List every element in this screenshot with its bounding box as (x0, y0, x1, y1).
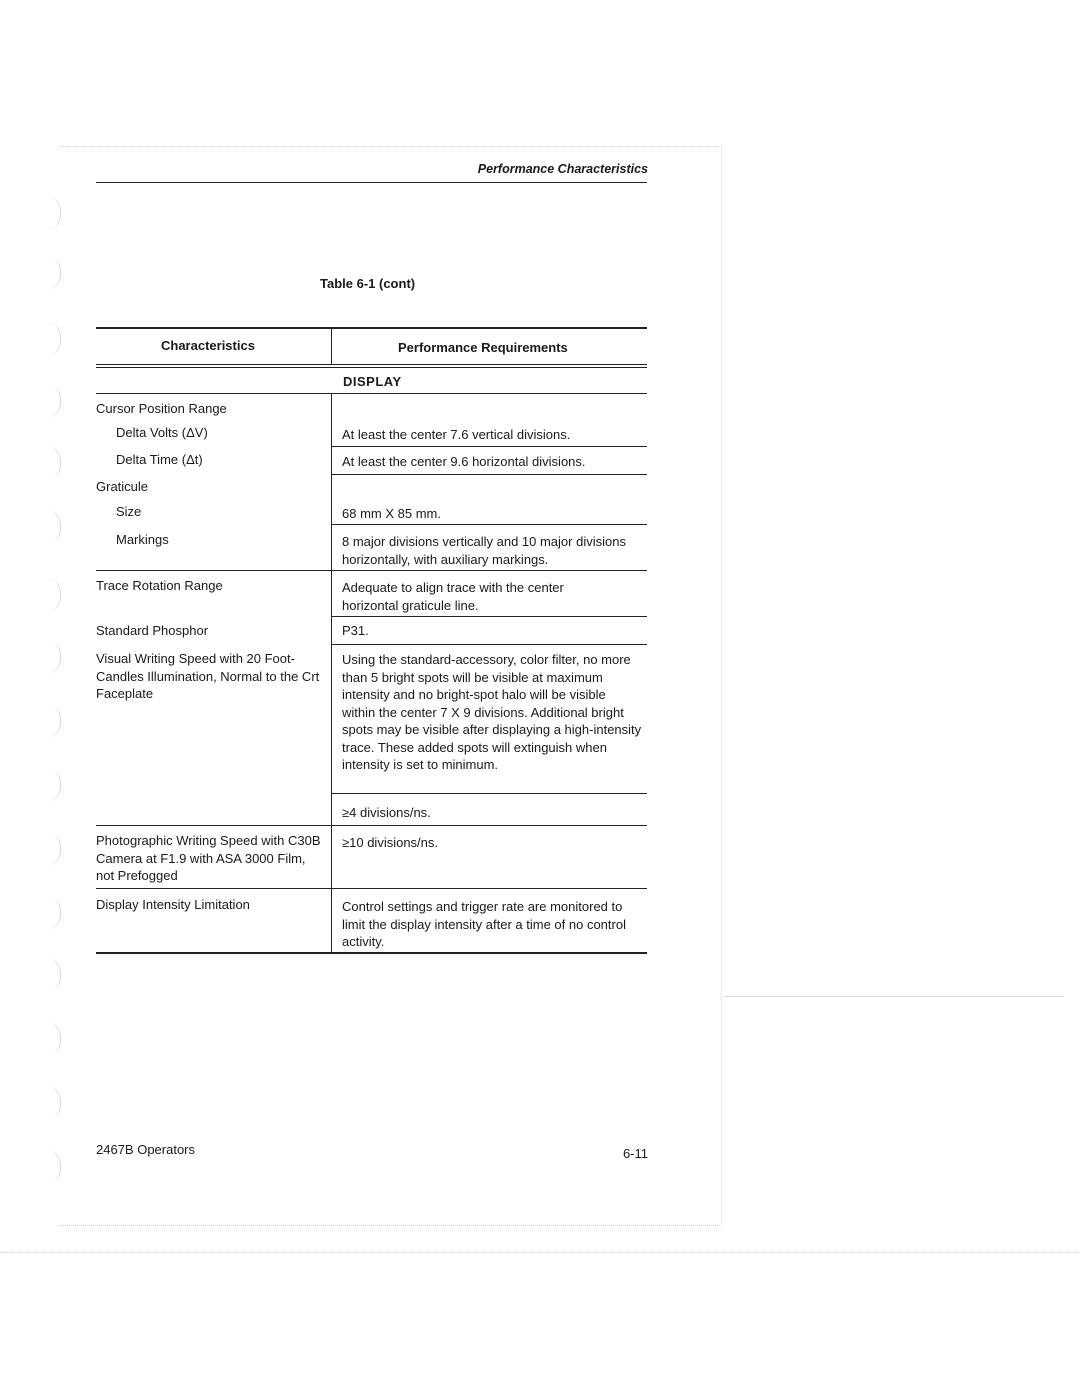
cell-requirement: P31. (342, 623, 369, 638)
row-rule (331, 793, 647, 794)
row-rule (96, 888, 647, 889)
scan-edge-bottom (60, 1225, 722, 1226)
row-rule (331, 644, 647, 645)
header-double-rule (96, 364, 647, 368)
cell-requirement: Adequate to align trace with the center horizontal graticule line. (342, 580, 564, 613)
cell-characteristic: Display Intensity Limitation (96, 897, 250, 912)
binder-hole-mark (46, 196, 61, 230)
binder-hole-mark (46, 1150, 61, 1184)
scan-edge-side (724, 996, 1064, 997)
cell-characteristic: Markings (116, 532, 169, 547)
cell-requirement: Using the standard-accessory, color filter, no more than 5 bright spots will be visible at maximum intensity and no bright-spot halo will be visible within the center 7 X 9 divisions. Additional bright spots may be visible after displaying a high-intensity trace. These added spots will extinguish when intensity is set to minimum. (342, 652, 642, 772)
cell-characteristic: Graticule (96, 479, 149, 494)
binder-hole-mark (46, 1086, 61, 1120)
binder-hole-mark (46, 322, 61, 356)
binder-hole-mark (46, 256, 61, 290)
binder-hole-mark (46, 640, 61, 674)
binder-hole-mark (46, 896, 61, 930)
row-rule (331, 474, 647, 475)
cell-requirement: ≥10 divisions/ns. (342, 835, 439, 850)
cell-requirement: ≥4 divisions/ns. (342, 805, 431, 820)
column-divider (331, 327, 332, 364)
column-header-requirements: Performance Requirements (398, 340, 568, 355)
row-rule (96, 570, 647, 571)
cell-characteristic: Photographic Writing Speed with C30B Camera at F1.9 with ASA 3000 Film, not Prefogged (96, 833, 321, 883)
section-rule (96, 393, 647, 394)
cell-requirement: At least the center 9.6 horizontal divisions. (342, 454, 586, 469)
header-rule (96, 182, 647, 183)
cell-characteristic: Delta Time (Δt) (116, 452, 203, 467)
binder-hole-mark (46, 768, 61, 802)
binder-hole-mark (46, 510, 61, 544)
scan-edge-right (721, 146, 722, 1226)
table-title: Table 6-1 (cont) (320, 276, 416, 291)
cell-characteristic: Delta Volts (ΔV) (116, 425, 208, 440)
cell-requirement: At least the center 7.6 vertical divisions. (342, 427, 571, 442)
binder-hole-mark (46, 704, 61, 738)
binder-hole-mark (46, 578, 61, 612)
cell-characteristic: Trace Rotation Range (96, 578, 223, 593)
cell-characteristic: Standard Phosphor (96, 623, 209, 638)
running-head: Performance Characteristics (477, 162, 648, 176)
cell-requirement: Control settings and trigger rate are monitored to limit the display intensity after a time of no control activity. (342, 899, 626, 949)
row-rule (331, 524, 647, 525)
table-bottom-rule (96, 952, 647, 954)
binder-hole-mark (46, 958, 61, 992)
row-rule (96, 825, 647, 826)
scan-edge-top (60, 146, 720, 147)
footer-page-number: 6-11 (622, 1146, 648, 1161)
cell-characteristic: Cursor Position Range (96, 401, 227, 416)
scan-edge-lower (0, 1252, 1080, 1253)
cell-requirement: 8 major divisions vertically and 10 major divisions horizontally, with auxiliary markings. (342, 534, 626, 567)
table-top-rule (96, 327, 647, 329)
cell-characteristic: Visual Writing Speed with 20 Foot-Candles Illumination, Normal to the Crt Faceplate (96, 651, 320, 701)
column-header-characteristics: Characteristics (161, 338, 255, 353)
column-divider (331, 393, 332, 953)
section-display: DISPLAY (343, 374, 402, 389)
binder-hole-mark (46, 446, 61, 480)
binder-hole-mark (46, 1022, 61, 1056)
binder-hole-mark (46, 384, 61, 418)
cell-characteristic: Size (116, 504, 142, 519)
cell-requirement: 68 mm X 85 mm. (342, 506, 441, 521)
row-rule (331, 616, 647, 617)
row-rule (331, 446, 647, 447)
footer-manual-name: 2467B Operators (96, 1142, 196, 1157)
binder-hole-mark (46, 832, 61, 866)
